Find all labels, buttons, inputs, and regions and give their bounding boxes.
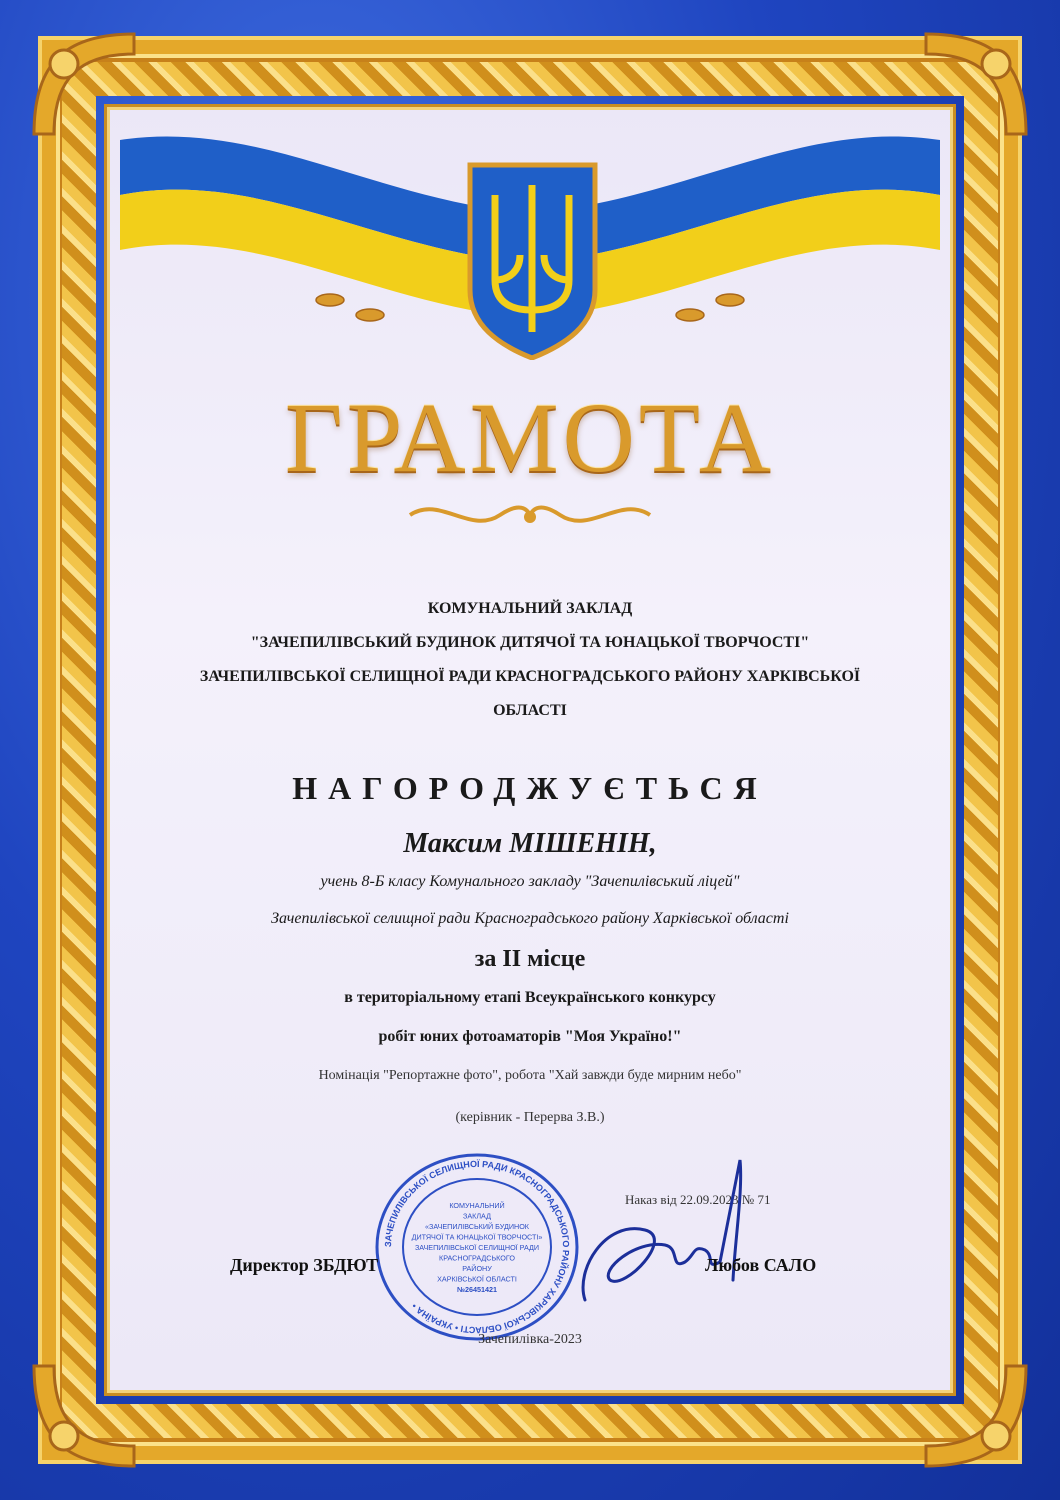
certificate-title: ГРАМОТА xyxy=(284,382,776,493)
institution-line-3: ЗАЧЕПИЛІВСЬКОЇ СЕЛИЩНОЇ РАДИ КРАСНОГРАДСЬКОГО РАЙОНУ ХАРКІВСЬКОЇ xyxy=(199,668,861,685)
stamp-center-line: ЗАКЛАД xyxy=(463,1211,491,1221)
awarded-heading: НАГОРОДЖУЄТЬСЯ xyxy=(292,770,768,806)
contest-line-2: робіт юних фотоаматорів "Моя Україно!" xyxy=(378,1028,682,1045)
stamp-center-line: ДИТЯЧОЇ ТА ЮНАЦЬКОЇ ТВОРЧОСТІ» xyxy=(411,1232,543,1242)
handwritten-signature xyxy=(565,1150,775,1320)
institution-line-4: ОБЛАСТІ xyxy=(493,702,567,719)
city-year: Зачепилівка-2023 xyxy=(478,1332,582,1347)
stamp-center-line: РАЙОНУ xyxy=(462,1264,492,1273)
institution-name xyxy=(110,592,950,728)
corner-ornament-bottom-left xyxy=(24,1356,144,1476)
gold-flourish-divider xyxy=(400,495,660,535)
stamp-center-line: ХАРКІВСЬКОЇ ОБЛАСТІ xyxy=(437,1274,517,1284)
trident-emblem xyxy=(465,160,600,360)
corner-ornament-bottom-right xyxy=(916,1356,1036,1476)
recipient-school-line-1: учень 8-Б класу Комунального закладу "Зачепилівський ліцей" xyxy=(320,873,740,890)
institution-line-2: "ЗАЧЕПИЛІВСЬКИЙ БУДИНОК ДИТЯЧОЇ ТА ЮНАЦЬКОЇ ТВОРЧОСТІ" xyxy=(250,634,810,651)
order-reference: Наказ від 22.09.2023 № 71 xyxy=(625,1192,771,1207)
nomination: Номінація "Репортажне фото", робота "Хай завжди буде мирним небо" xyxy=(318,1068,742,1083)
stamp-center-line: КРАСНОГРАДСЬКОГО xyxy=(439,1253,515,1263)
stamp-center-line: «ЗАЧЕПИЛІВСЬКИЙ БУДИНОК xyxy=(425,1222,529,1231)
stamp-center-line: №26451421 xyxy=(457,1285,497,1294)
official-stamp xyxy=(372,1152,582,1342)
stamp-center-line: КОМУНАЛЬНИЙ xyxy=(449,1201,505,1210)
signer-name: Любов САЛО xyxy=(705,1255,817,1275)
stamp-center-text xyxy=(412,1201,543,1294)
recipient-school-line-2: Зачепилівської селищної ради Красноградського району Харківської області xyxy=(271,910,789,927)
stamp-ring-text: ЗАЧЕПИЛІВСЬКОЇ СЕЛИЩНОЇ РАДИ КРАСНОГРАДСЬКОГО РАЙОНУ ХАРКІВСЬКОЇ ОБЛАСТІ • УКРАЇНА • xyxy=(382,1158,572,1336)
contest-line-1: в територіальному етапі Всеукраїнського конкурсу xyxy=(344,989,716,1006)
institution-line-1: КОМУНАЛЬНИЙ ЗАКЛАД xyxy=(427,600,633,617)
recipient-name: Максим МІШЕНІН, xyxy=(403,828,657,859)
award-place: за II місце xyxy=(474,946,586,972)
stamp-center-line: ЗАЧЕПИЛІВСЬКОЇ СЕЛИЩНОЇ РАДИ xyxy=(414,1243,540,1252)
leader: (керівник - Перерва З.В.) xyxy=(455,1110,605,1125)
director-label: Директор ЗБДЮТ xyxy=(230,1255,379,1275)
